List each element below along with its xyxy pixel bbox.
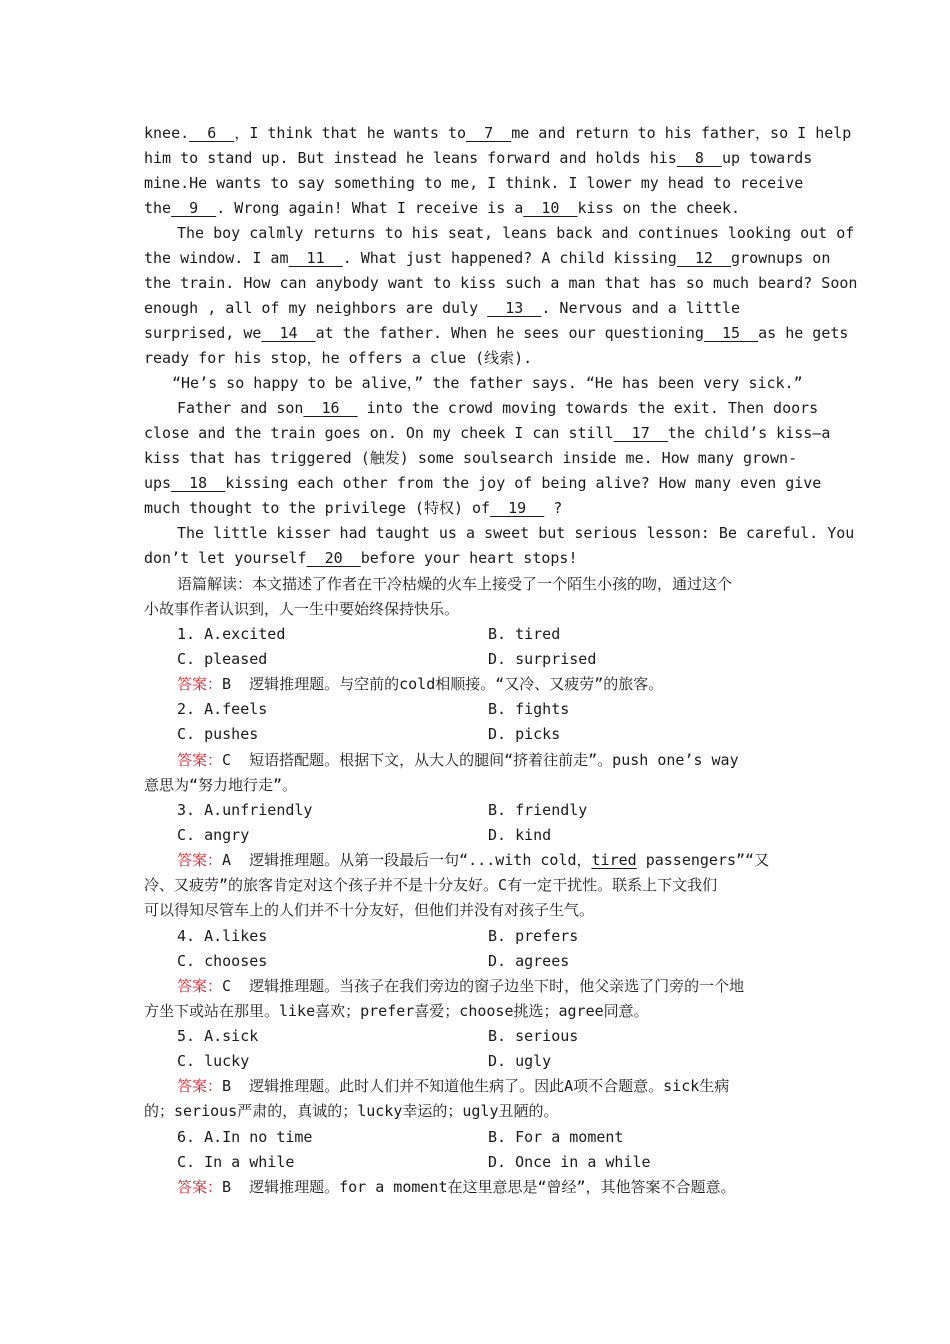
passage-line: The little kisser had taught us a sweet but serious lesson: Be careful. You: [177, 524, 855, 542]
option-b: B. prefers: [488, 927, 579, 945]
blank-20: 20: [306, 549, 361, 567]
blank-8: 8: [676, 149, 722, 167]
blank-15: 15: [703, 324, 759, 342]
answer-label: 答案：: [177, 977, 223, 995]
answer-text: B 逻辑推理题。for a moment在这里意思是“曾经”，其他答案不合题意。: [222, 1178, 736, 1196]
blank-17: 17: [613, 424, 668, 442]
text: into the crowd moving towards the exit. Then doors: [357, 399, 819, 417]
option-d: D. agrees: [488, 952, 570, 970]
passage-line: [177, 396, 819, 421]
text: close and the train goes on. On my cheek I can still: [144, 424, 614, 442]
blank-6: 6: [189, 124, 235, 142]
text: kissing each other from the joy of being alive? How many even give: [225, 474, 822, 492]
text: Father and son: [177, 399, 304, 417]
passage-line: [144, 471, 822, 496]
text: the: [144, 199, 172, 217]
answer-line: [177, 748, 806, 773]
text: ?: [544, 499, 563, 517]
text: . Wrong again! What I receive is a: [216, 199, 524, 217]
passage-line: ready for his stop，he offers a clue (线索).: [144, 349, 533, 367]
text: ups: [144, 474, 172, 492]
passage-line: [144, 546, 806, 571]
text: at the father. When he sees our questioning: [315, 324, 704, 342]
answer-label: 答案：: [177, 851, 223, 869]
option-a: 6. A.In no time: [177, 1128, 313, 1146]
text: as he gets: [758, 324, 849, 342]
reading-note: 小故事作者认识到，人一生中要始终保持快乐。: [144, 600, 460, 618]
text: enough , all of my neighbors are duly: [144, 299, 488, 317]
option-d: D. picks: [488, 725, 561, 743]
answer-label: 答案：: [177, 1077, 223, 1095]
passage-line: [144, 121, 852, 146]
option-c: C. lucky: [177, 1052, 250, 1070]
option-d: D. ugly: [488, 1052, 552, 1070]
text: much thought to the privilege (特权) of: [144, 499, 491, 517]
passage-line: [144, 496, 806, 521]
text: surprised, we: [144, 324, 262, 342]
passage-line: [144, 296, 806, 321]
text: knee.: [144, 124, 190, 142]
answer-line: [177, 848, 806, 873]
answer-text: B 逻辑推理题。此时人们并不知道他生病了。因此A项不合题意。sick生病: [222, 1077, 730, 1095]
option-b: B. serious: [488, 1027, 579, 1045]
answer-line: [177, 1074, 806, 1099]
option-c: C. chooses: [177, 952, 268, 970]
answer-line: 的；serious严肃的，真诚的；lucky幸运的；ugly丑陋的。: [144, 1102, 559, 1120]
answer-line: [177, 974, 806, 999]
blank-14: 14: [261, 324, 316, 342]
blank-11: 11: [288, 249, 343, 267]
blank-12: 12: [676, 249, 732, 267]
option-a: 5. A.sick: [177, 1027, 259, 1045]
text: the child’s kiss—a: [667, 424, 831, 442]
passage-line: [144, 321, 849, 346]
answer-text: C 逻辑推理题。当孩子在我们旁边的窗子边坐下时，他父亲选了门旁的一个地: [222, 977, 745, 995]
answer-line: 方坐下或站在那里。like喜欢；prefer喜爱；choose挑选；agree同意。: [144, 1002, 649, 1020]
text: me and return to his father，so I help: [511, 124, 852, 142]
answer-line: [177, 672, 837, 697]
answer-text: C 短语搭配题。根据下文，从大人的腿间“挤着往前走”。push one’s way: [222, 751, 739, 769]
option-a: 4. A.likes: [177, 927, 268, 945]
option-a: 2. A.feels: [177, 700, 268, 718]
option-b: B. For a moment: [488, 1128, 624, 1146]
blank-19: 19: [490, 499, 545, 517]
option-d: D. Once in a while: [488, 1153, 651, 1171]
option-c: C. In a while: [177, 1153, 295, 1171]
option-a: 3. A.unfriendly: [177, 801, 313, 819]
option-b: B. friendly: [488, 801, 588, 819]
option-d: D. kind: [488, 826, 552, 844]
passage-line: kiss that has triggered (触发) some soulsearch inside me. How many grown-: [144, 449, 798, 467]
blank-18: 18: [171, 474, 226, 492]
answer-line: 意思为“努力地行走”。: [144, 776, 298, 794]
passage-line: mine.He wants to say something to me, I think. I lower my head to receive: [144, 174, 804, 192]
passage-line: [144, 421, 831, 446]
passage-line: “He’s so happy to be alive，” the father says. “He has been very sick.”: [172, 374, 803, 392]
option-c: C. pleased: [177, 650, 268, 668]
answer-text: B 逻辑推理题。与空前的cold相顺接。“又冷、又疲劳”的旅客。: [222, 675, 664, 693]
underlined-word: tired: [591, 851, 637, 869]
passage-line: [144, 196, 806, 221]
text: up towards: [721, 149, 813, 167]
answer-label: 答案：: [177, 751, 223, 769]
blank-7: 7: [466, 124, 512, 142]
answer-line: [177, 1175, 822, 1200]
option-a: 1. A.excited: [177, 625, 286, 643]
blank-10: 10: [523, 199, 578, 217]
text: the window. I am: [144, 249, 289, 267]
passage-line: the train. How can anybody want to kiss such a man that has so much beard? Soon: [144, 274, 858, 292]
text: . Nervous and a little: [541, 299, 741, 317]
option-b: B. tired: [488, 625, 561, 643]
answer-label: 答案：: [177, 675, 223, 693]
option-c: C. angry: [177, 826, 250, 844]
text: . What just happened? A child kissing: [342, 249, 677, 267]
reading-note: 语篇解读：本文描述了作者在干冷枯燥的火车上接受了一个陌生小孩的吻，通过这个: [177, 575, 733, 593]
answer-label: 答案：: [177, 1178, 223, 1196]
option-b: B. fights: [488, 700, 570, 718]
blank-9: 9: [171, 199, 217, 217]
answer-text: A 逻辑推理题。从第一段最后一句“...with cold，: [222, 851, 592, 869]
text: grownups on: [731, 249, 831, 267]
blank-16: 16: [303, 399, 358, 417]
text: before your heart stops!: [360, 549, 578, 567]
text: don’t let yourself: [144, 549, 307, 567]
blank-13: 13: [487, 299, 542, 317]
text: ，I think that he wants to: [234, 124, 467, 142]
text: him to stand up. But instead he leans forward and holds his: [144, 149, 677, 167]
option-c: C. pushes: [177, 725, 259, 743]
passage-line: [144, 246, 831, 271]
answer-line: 可以得知尽管车上的人们并不十分友好，但他们并没有对孩子生气。: [144, 901, 595, 919]
passage-line: The boy calmly returns to his seat, leans back and continues looking out of: [177, 224, 855, 242]
text: kiss on the cheek.: [577, 199, 741, 217]
passage-line: [144, 146, 813, 171]
answer-line: 冷、又疲劳”的旅客肯定对这个孩子并不是十分友好。C有一定干扰性。联系上下文我们: [144, 876, 718, 894]
option-d: D. surprised: [488, 650, 597, 668]
answer-text: passengers”“又: [636, 851, 770, 869]
